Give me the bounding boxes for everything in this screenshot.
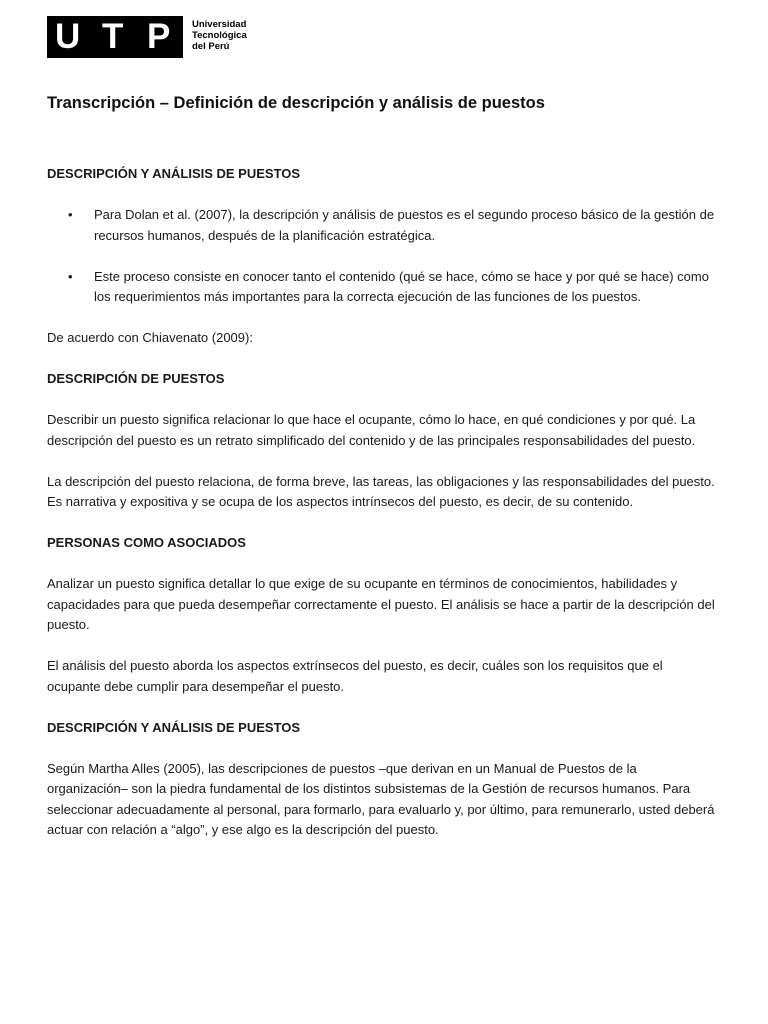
paragraph: Analizar un puesto significa detallar lo que exige de su ocupante en términos de conocimientos, habilidades y capacidades para que pueda desempeñar correctamente el puesto. El análisis se hace a partir de la descripción del puesto. <box>47 576 715 632</box>
university-name-line: del Perú <box>192 41 230 52</box>
university-name-line: Universidad <box>192 19 247 30</box>
section-heading: PERSONAS COMO ASOCIADOS <box>47 535 246 550</box>
document-title: Transcripción – Definición de descripción y análisis de puestos <box>47 94 545 112</box>
list-item-text: Este proceso consiste en conocer tanto el contenido (qué se hace, cómo se hace y por qué se hace) como los requerimientos más importantes para la correcta ejecución de las funciones de los puestos. <box>94 268 709 304</box>
list-item <box>47 205 719 246</box>
intro-paragraph: De acuerdo con Chiavenato (2009): <box>47 330 253 345</box>
section-heading: DESCRIPCIÓN Y ANÁLISIS DE PUESTOS <box>47 719 301 735</box>
document-body <box>47 164 719 841</box>
bullet-icon: • <box>68 207 73 222</box>
logo-letter-u: U <box>55 17 81 56</box>
paragraph: La descripción del puesto relaciona, de forma breve, las tareas, las obligaciones y las responsabilidades del puesto. Es narrativa y expositiva y se ocupa de los aspectos intrínsecos del puesto, es decir, de su contenido. <box>47 473 715 509</box>
logo-letter-p: P <box>147 17 171 56</box>
paragraph: Según Martha Alles (2005), las descripciones de puestos –que derivan en un Manual de Puestos de la organización– son la piedra fundamental de los distintos subsistemas de la Gestión de recursos humanos. Para seleccionar adecuadamente al personal, para formarlo, para evaluarlo y, por último, para remunerarlo, usted deberá actuar con relación a “algo”, y ese algo es la descripción del puesto. <box>47 760 715 837</box>
section-heading: DESCRIPCIÓN DE PUESTOS <box>47 371 225 386</box>
list-item-text: Para Dolan et al. (2007), la descripción y análisis de puestos es el segundo proceso básico de la gestión de recursos humanos, después de la planificación estratégica. <box>94 207 715 243</box>
university-name-line: Tecnológica <box>192 30 247 41</box>
utp-logo <box>47 16 183 58</box>
list-item <box>47 267 719 308</box>
logo-letter-t: T <box>102 17 124 56</box>
bullet-list <box>47 205 719 308</box>
university-name <box>192 19 247 52</box>
bullet-icon: • <box>68 268 73 284</box>
section-heading: DESCRIPCIÓN Y ANÁLISIS DE PUESTOS <box>47 166 301 181</box>
paragraph: El análisis del puesto aborda los aspectos extrínsecos del puesto, es decir, cuáles son los requisitos que el ocupante debe cumplir para desempeñar el puesto. <box>47 658 663 694</box>
paragraph: Describir un puesto significa relacionar lo que hace el ocupante, cómo lo hace, en qué condiciones y por qué. La descripción del puesto es un retrato simplificado del contenido y de las principales responsabilidades del puesto. <box>47 412 696 448</box>
